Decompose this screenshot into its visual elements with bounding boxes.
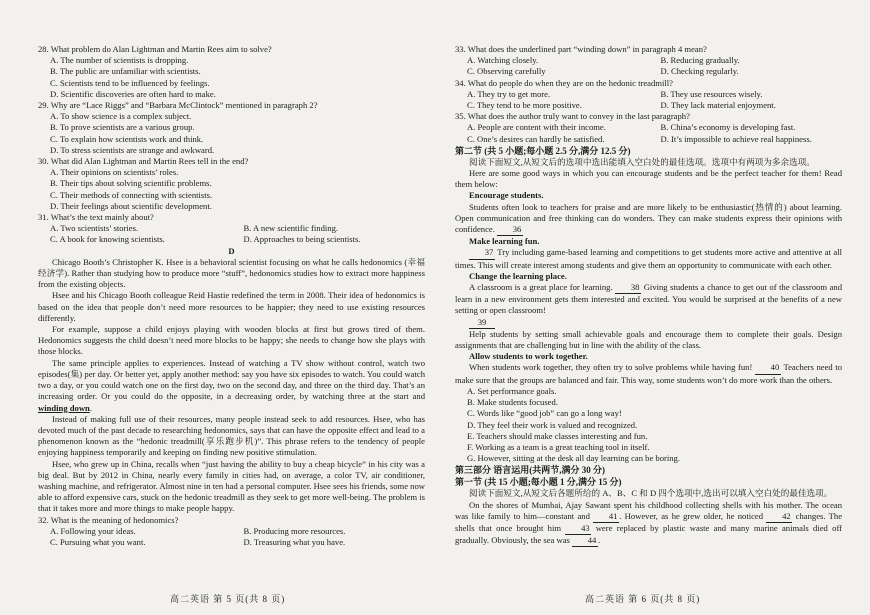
option: B. Their tips about solving scientific problems. (50, 178, 212, 189)
option: D. To stress scientists are strange and awkward. (50, 144, 215, 155)
passage-paragraph: Chicago Booth’s Christopher K. Hsee is a behavioral scientist focusing on what he calls hedonomics (幸福经济学). Rather than studying how to produce more “stuff”, hedonomics studies how to extract more happiness from the existing objects. (38, 256, 425, 290)
option: C. They tend to be more positive. (467, 100, 582, 111)
option: A. Following your ideas. (50, 525, 136, 536)
passage-d-title: D (228, 245, 235, 256)
passage-paragraph: 37 Try including game-based learning and competitions to get students more active and attentive at all times. This will create interest among students and give them an opportunity to communicate with each other. (455, 247, 842, 270)
option: A. Watching closely. (467, 55, 539, 66)
option: B. China’s economy is developing fast. (660, 122, 796, 133)
option: A. They try to get more. (467, 88, 551, 99)
options-row (455, 89, 842, 100)
option: C. A book for knowing scientists. (50, 234, 165, 245)
option: D. Treasuring what you have. (243, 536, 346, 547)
choice: D. They feel their work is valued and recognized. (467, 419, 638, 430)
option: B. A new scientific finding. (243, 223, 339, 234)
option: C. Pursuing what you want. (50, 536, 146, 547)
passage-paragraph: Instead of making full use of their resources, many people instead seek to add resources. Hsee, who has devoted much of the past decade to researching hedonomics, says that can have the opposite effect and lead to a phenomenon known as the “hedonic treadmill(享乐跑步机)”. This phrase refers to the tendency of people enjoying happiness temporarily and keeping on finding new positive stimulation. (38, 413, 425, 458)
question-35: 35. What does the author truly want to convey in the last paragraph? (455, 111, 690, 122)
intro-paragraph: Here are some good ways in which you can encourage students and be the perfect teacher for them! Read them below: (455, 168, 842, 190)
section-instruction: 阅读下面短文,从短文后各题所给的 A、B、C 和 D 四个选项中,选出可以填入空白处的最佳选项。 (469, 488, 833, 499)
blank-41: 41 (593, 511, 619, 523)
page-footer: 高二英语 第 5 页(共 8 页) (170, 594, 286, 604)
option: B. They use resources wisely. (660, 88, 763, 99)
passage-paragraph: A classroom is a great place for learning. 38 Giving students a chance to get out of the classroom and learn in a new environment gets them interested and excited. You would be surprised at the benefits of a new setting or open classroom! (455, 282, 842, 316)
passage-paragraph: Students often look to teachers for praise and are more likely to be enthusiastic(热情的) about learning. Open communication and free thinking can do wonders. They can make students express their opinions with confidence. 36 (455, 202, 842, 237)
choice: B. Make students focused. (467, 397, 558, 408)
options-row (455, 122, 842, 133)
choice: C. Words like “good job” can go a long way! (467, 408, 622, 419)
option: C. One’s desires can hardly be satisfied. (467, 133, 605, 144)
option: D. Checking regularly. (660, 66, 739, 77)
part-heading: 第三部分 语言运用(共两节,满分 30 分) (455, 465, 605, 476)
option: D. Scientific discoveries are often hard to make. (50, 88, 216, 99)
option: D. It’s impossible to achieve real happiness. (660, 133, 812, 144)
question-33: 33. What does the underlined part “winding down” in paragraph 4 mean? (455, 44, 707, 54)
passage-paragraph: For example, suppose a child enjoys playing with wooden blocks at first but grows tired of them. Hedonomics suggests the child doesn’t need more blocks to be happy; she needs to change how she plays with those blocks. (38, 324, 425, 357)
choice: F. Working as a team is a great teaching tool in itself. (467, 441, 650, 452)
blank-line (455, 317, 842, 329)
option: A. Their opinions on scientists’ roles. (50, 167, 179, 178)
option: B. Producing more resources. (243, 525, 346, 536)
section-instruction: 阅读下面短文,从短文后的选项中选出能填入空白处的最佳选项。选项中有两项为多余选项。 (469, 156, 815, 167)
blank-36: 36 (497, 224, 523, 236)
option: C. Scientists tend to be influenced by feelings. (50, 77, 210, 88)
options-row (38, 537, 425, 548)
options-row (455, 66, 842, 77)
section-heading: 第一节 (共 15 小题;每小题 1 分,满分 15 分) (455, 477, 622, 488)
blank-43: 43 (565, 523, 591, 535)
options-row (38, 234, 425, 245)
option: C. To explain how scientists work and think. (50, 133, 204, 144)
passage-paragraph: Help students by setting small achievable goals and encourage them to complete their goals. Design assignments that are challenging but in line with the ability of the class. (455, 328, 842, 351)
choice: G. However, sitting at the desk all day learning can be boring. (467, 453, 681, 464)
passage-paragraph: Hsee and his Chicago Booth colleague Reid Hastie redefined the term in 2008. Their idea of hedonomics is based on the idea that people don’t need more resources to be happier; they need to use existing resources differently. (38, 290, 425, 323)
blank-44: 44 (572, 535, 598, 547)
option: D. They lack material enjoyment. (660, 100, 776, 111)
option: D. Their feelings about scientific development. (50, 200, 212, 211)
option: C. Observing carefully (467, 66, 546, 77)
option: B. The public are unfamiliar with scientists. (50, 66, 201, 77)
option: A. The number of scientists is dropping. (50, 55, 189, 66)
option: A. People are content with their income. (467, 122, 606, 133)
cloze-paragraph: On the shores of Mumbai, Ajay Sawant spent his childhood collecting shells with his mother. The ocean was like family to him—constant and 41 . However, as he grew older, he noticed 42 changes. The shells that once brought him 43 were replaced by plastic waste and many marine animals died off gradually. Obviously, the sea was 44 . (455, 500, 842, 548)
option: A. To show science is a complex subject. (50, 111, 192, 122)
options-row (38, 526, 425, 537)
passage-paragraph: The same principle applies to experiences. Instead of watching a TV show without control, watch two episodes(集) per day. Or better yet, apply another method: say you have six episodes to watch. You could watch two a day, or you could watch one on the first day, two on the second day, and three on the third day. That’s an increasing order. Or you could do the opposite, in a decreasing order, by watching three at the start and winding down. (38, 357, 425, 413)
passage-paragraph: When students work together, they often try to solve problems while having fun! 40 Teachers need to make sure that the groups are balanced and fair. This way, some students won’t do more work than the others. (455, 362, 842, 385)
underlined-phrase: winding down (38, 402, 90, 413)
blank-38: 38 (615, 282, 641, 294)
option: B. Reducing gradually. (660, 55, 740, 66)
question-28: 28. What problem do Alan Lightman and Martin Rees aim to solve? (38, 44, 272, 54)
subheading: Encourage students. (469, 190, 544, 201)
subheading: Allow students to work together. (469, 351, 588, 362)
blank-39: 39 (469, 317, 495, 329)
subheading: Change the learning place. (469, 270, 567, 281)
option: D. Approaches to being scientists. (243, 234, 361, 245)
choice: E. Teachers should make classes interesting and fun. (467, 430, 648, 441)
choice: A. Set performance goals. (467, 385, 557, 396)
question-30: 30. What did Alan Lightman and Martin Rees tell in the end? (38, 156, 249, 167)
blank-42: 42 (766, 511, 792, 523)
right-page (435, 0, 870, 615)
option: B. To prove scientists are a various group. (50, 122, 195, 133)
option: A. Two scientists’ stories. (50, 223, 139, 234)
options-row (455, 55, 842, 66)
question-34: 34. What do people do when they are on the hedonic treadmill? (455, 77, 673, 88)
passage-paragraph: Hsee, who grew up in China, recalls when “just having the ability to buy a cheap bicycle” in his city was a big deal. But by 2012 in China, nearly every family in cities had, on average, a color TV, air conditioner, washing machine, and refrigerator. Almost nine in ten had a personal computer. Hsee sees his friends, some now able to afford expensive cars, stuck on the hedonic treadmill as they seek to get more well-being. The problem is that it takes more and more things to make people happy. (38, 458, 425, 514)
options-row (455, 134, 842, 145)
section-heading: 第二节 (共 5 小题;每小题 2.5 分,满分 12.5 分) (455, 145, 631, 156)
option: C. Their methods of connecting with scientists. (50, 189, 213, 200)
options-row (455, 100, 842, 111)
options-row (38, 223, 425, 234)
subheading: Make learning fun. (469, 236, 540, 247)
question-32: 32. What is the meaning of hedonomics? (38, 514, 179, 525)
question-31: 31. What’s the text mainly about? (38, 212, 154, 223)
question-29: 29. Why are “Lace Riggs” and “Barbara McClintock” mentioned in paragraph 2? (38, 100, 318, 111)
page-footer: 高二英语 第 6 页(共 8 页) (585, 594, 701, 604)
blank-37: 37 (469, 247, 495, 259)
blank-40: 40 (755, 362, 781, 374)
